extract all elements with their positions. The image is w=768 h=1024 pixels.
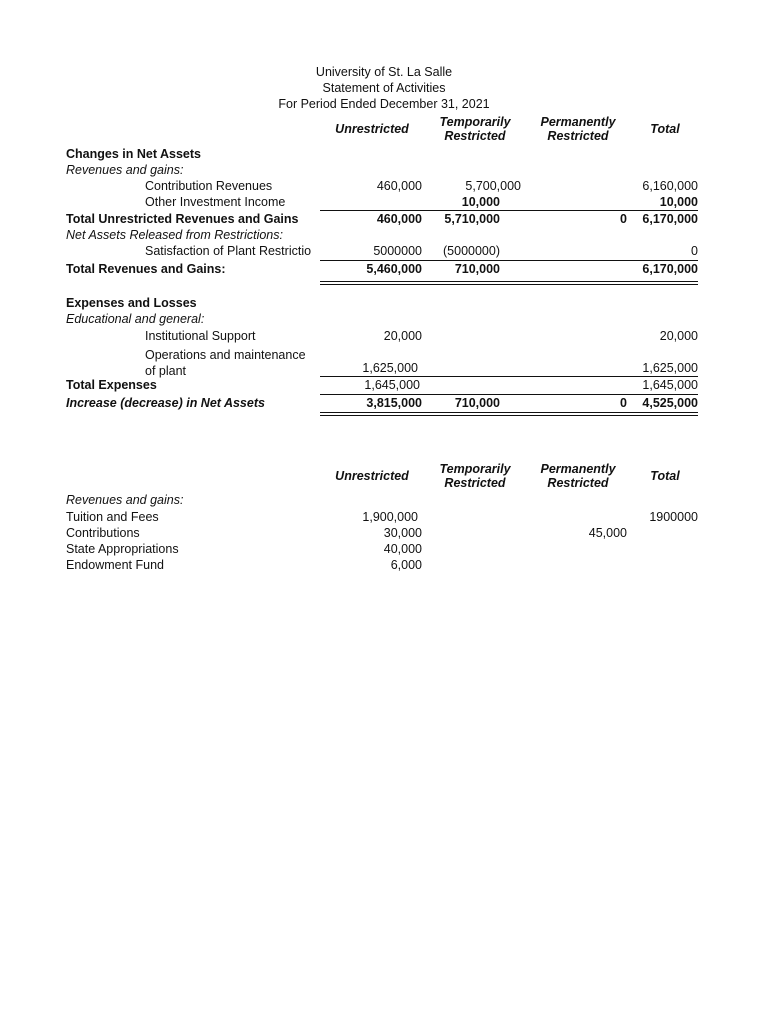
column-total-header: Total [650, 122, 680, 136]
row-label: Total Expenses [66, 378, 157, 392]
total-value: 1,625,000 [642, 361, 698, 375]
unrestricted-value: 6,000 [390, 558, 422, 572]
row-label: Revenues and gains: [66, 493, 184, 507]
column-unrestricted-header: Unrestricted [335, 122, 409, 136]
unrestricted-value: 460,000 [376, 179, 422, 193]
row-label: Other Investment Income [145, 195, 286, 209]
total-value: 4,525,000 [642, 396, 698, 410]
row-label: Revenues and gains: [66, 163, 184, 177]
row-label: Satisfaction of Plant Restrictio [145, 244, 312, 258]
double-underline [320, 281, 698, 282]
row-label: Total Revenues and Gains: [66, 262, 226, 276]
row-label: Operations and maintenance of plant [145, 348, 306, 378]
statement-title: Statement of Activities [322, 81, 446, 95]
statement-period: For Period Ended December 31, 2021 [278, 97, 490, 111]
subtotal-underline [320, 394, 698, 395]
row-label: Increase (decrease) in Net Assets [66, 396, 265, 410]
double-underline [320, 412, 698, 413]
temporarily-restricted-value: 5,710,000 [444, 212, 500, 226]
total-value: 6,170,000 [642, 212, 698, 226]
row-label: Expenses and Losses [66, 296, 197, 310]
unrestricted-value: 3,815,000 [366, 396, 422, 410]
temporarily-restricted-value: 10,000 [461, 195, 500, 209]
row-label: Total Unrestricted Revenues and Gains [66, 212, 299, 226]
unrestricted-value: 1,645,000 [364, 378, 420, 392]
row-label: Changes in Net Assets [66, 147, 201, 161]
subtotal-underline [320, 210, 698, 211]
unrestricted-value: 20,000 [383, 329, 422, 343]
row-label: Endowment Fund [66, 558, 164, 572]
row-label: Educational and general: [66, 312, 205, 326]
temporarily-restricted-value: 710,000 [454, 262, 500, 276]
second-column-temporarily-restricted-header: Temporarily Restricted [439, 462, 511, 490]
double-underline [320, 415, 698, 416]
unrestricted-value: 1,625,000 [362, 361, 418, 375]
column-permanently-restricted-header: Permanently Restricted [540, 115, 616, 143]
permanently-restricted-value: 0 [620, 396, 627, 410]
temporarily-restricted-value: 5,700,000 [465, 179, 521, 193]
row-label: Contribution Revenues [145, 179, 273, 193]
second-column-total-header: Total [650, 469, 680, 483]
temporarily-restricted-value: (5000000) [443, 244, 500, 258]
row-label: Institutional Support [145, 329, 256, 343]
subtotal-underline [320, 376, 698, 377]
temporarily-restricted-value: 710,000 [454, 396, 500, 410]
unrestricted-value: 40,000 [383, 542, 422, 556]
permanently-restricted-value: 45,000 [588, 526, 627, 540]
total-value: 6,160,000 [642, 179, 698, 193]
double-underline [320, 284, 698, 285]
unrestricted-value: 1,900,000 [362, 510, 418, 524]
row-label: State Appropriations [66, 542, 179, 556]
unrestricted-value: 5,460,000 [366, 262, 422, 276]
total-value: 0 [691, 244, 698, 258]
second-column-permanently-restricted-header: Permanently Restricted [540, 462, 616, 490]
row-label: Contributions [66, 526, 140, 540]
total-value: 1,645,000 [642, 378, 698, 392]
second-column-unrestricted-header: Unrestricted [335, 469, 409, 483]
subtotal-underline [320, 260, 698, 261]
total-value: 6,170,000 [642, 262, 698, 276]
total-value: 1900000 [649, 510, 698, 524]
row-label: Tuition and Fees [66, 510, 159, 524]
column-temporarily-restricted-header: Temporarily Restricted [439, 115, 511, 143]
row-label: Net Assets Released from Restrictions: [66, 228, 283, 242]
total-value: 10,000 [659, 195, 698, 209]
permanently-restricted-value: 0 [620, 212, 627, 226]
unrestricted-value: 5000000 [373, 244, 422, 258]
unrestricted-value: 460,000 [376, 212, 422, 226]
unrestricted-value: 30,000 [383, 526, 422, 540]
institution-name: University of St. La Salle [315, 65, 453, 79]
total-value: 20,000 [659, 329, 698, 343]
